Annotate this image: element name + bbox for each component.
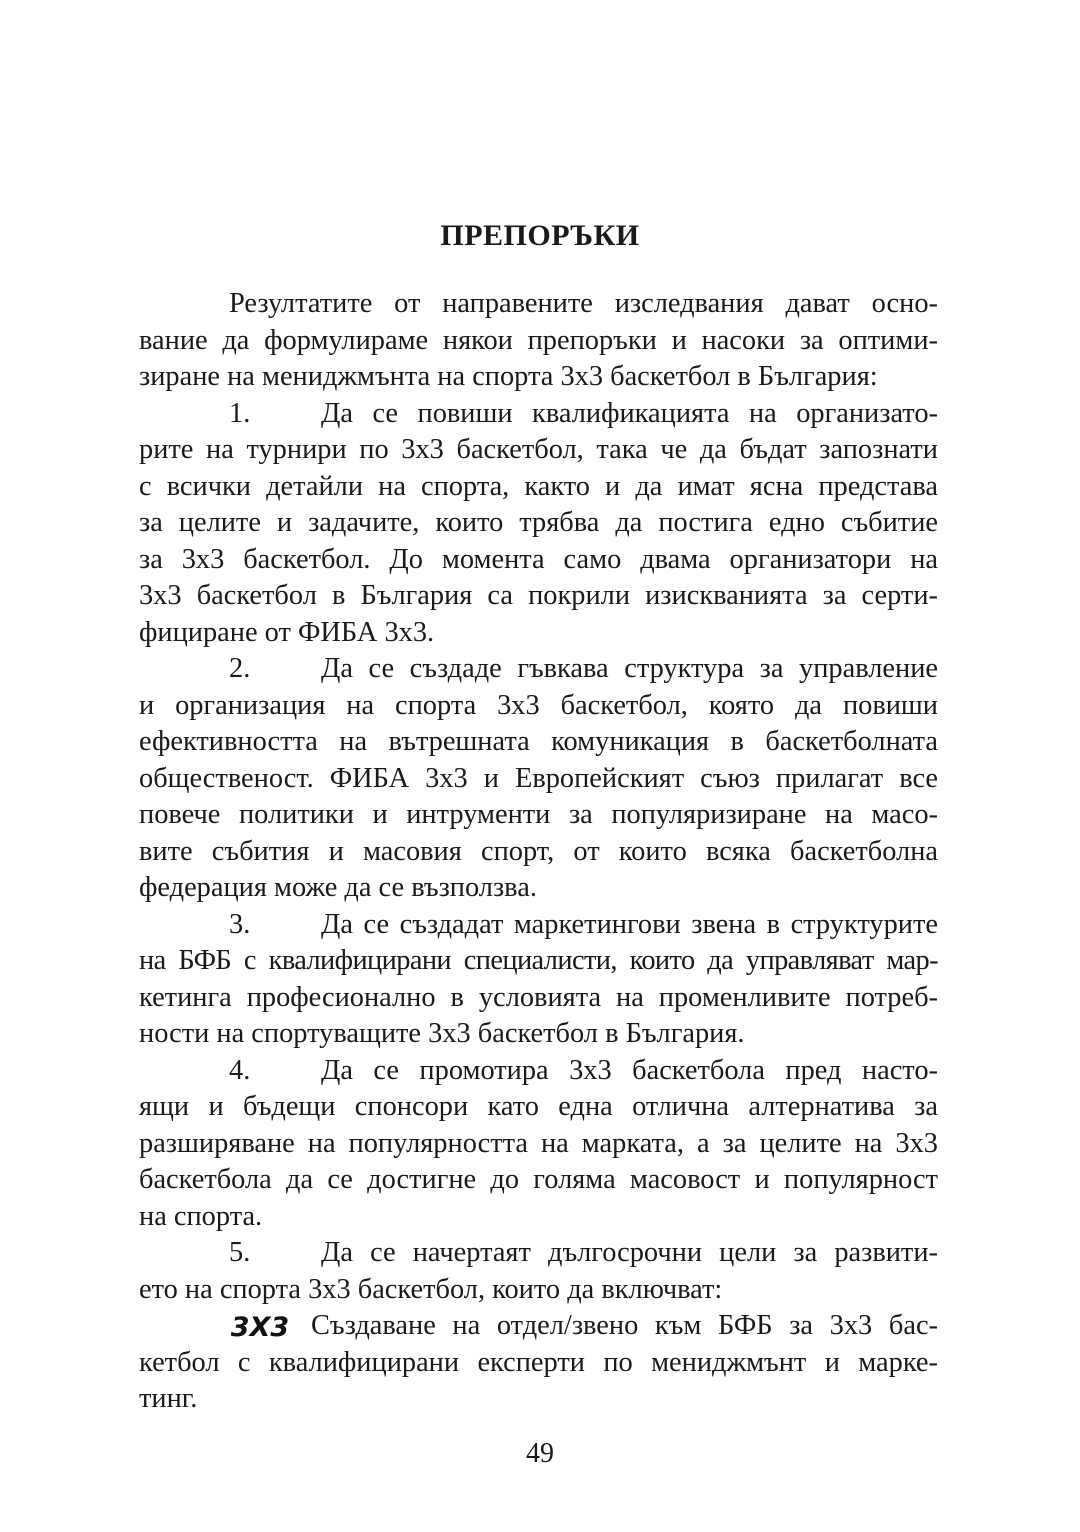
item-number: 4.: [229, 1054, 251, 1086]
bullet-line: тинг.: [139, 1383, 198, 1414]
list-item-5: [139, 1235, 938, 1272]
item-line: кетинга професионално в условията на променливите потреб-: [139, 981, 938, 1013]
list-item-3: [139, 907, 938, 944]
item-line: на БФБ с квалифицирани специалисти, които да управляват мар-: [139, 945, 938, 976]
item-number: 3.: [229, 908, 251, 940]
list-item-4: [139, 1053, 938, 1090]
item-text: Да се създадат маркетингови звена в структурите: [321, 908, 938, 940]
intro-line: Резултатите от направените изследвания дават осно-: [229, 288, 938, 319]
bullet-text: Създаване на отдел/звено към БФБ за 3х3 бас-: [311, 1310, 938, 1341]
item-line: фициране от ФИБА 3х3.: [139, 616, 435, 648]
item-text: Да се създаде гъвкава структура за управление: [321, 653, 938, 684]
logo-text: 3X3: [230, 1312, 290, 1341]
list-item-1: [139, 396, 938, 433]
document-body: [139, 286, 938, 1418]
item-line: за 3х3 баскетбол. До момента само двама организатори на: [139, 543, 938, 575]
list-item-2: [139, 651, 938, 688]
item-text: Да се начертаят дългосрочни цели за развити-: [321, 1237, 938, 1268]
item-line: общественост. ФИБА 3х3 и Европейският съюз прилагат все: [139, 762, 938, 794]
fiba-3x3-logo-icon: [229, 1312, 291, 1340]
item-line: на спорта.: [139, 1200, 263, 1232]
item-line: рите на турнири по 3х3 баскетбол, така че да бъдат запознати: [139, 434, 938, 465]
item-line: вите събития и масовия спорт, от които всяка баскетболна: [139, 835, 938, 867]
item-line: и организация на спорта 3х3 баскетбол, която да повиши: [139, 689, 938, 721]
intro-line: зиране на мениджмънта на спорта 3х3 баскетбол в България:: [139, 361, 878, 392]
item-line: ефективността на вътрешната комуникация в баскетболната: [139, 726, 938, 757]
item-text: Да се промотира 3х3 баскетбола пред насто-: [321, 1054, 938, 1086]
item-line: 3х3 баскетбол в България са покрили изискванията за серти-: [139, 580, 938, 611]
item-line: разширяване на популярността на марката, а за целите на 3х3: [139, 1127, 938, 1159]
item-number: 5.: [229, 1237, 251, 1268]
page-number: 49: [526, 1438, 554, 1469]
item-number: 2.: [229, 653, 251, 684]
bullet-line: кетбол с квалифицирани експерти по мениджмънт и марке-: [139, 1346, 938, 1378]
item-number: 1.: [229, 397, 251, 429]
item-line: ето на спорта 3х3 баскетбол, които да включват:: [139, 1273, 723, 1305]
item-line: повече политики и интрументи за популяризиране на масо-: [139, 799, 938, 830]
item-text: Да се повиши квалификацията на организато-: [321, 397, 938, 429]
page-title: ПРЕПОРЪКИ: [440, 219, 640, 252]
intro-line: вание да формулираме някои препоръки и насоки за оптими-: [139, 324, 938, 356]
item-line: баскетбола да се достигне до голяма масовост и популярност: [139, 1164, 938, 1195]
bullet-item: [139, 1308, 938, 1345]
item-line: ящи и бъдещи спонсори като една отлична алтернатива за: [139, 1091, 938, 1122]
item-line: за целите и задачите, които трябва да постига едно събитие: [139, 507, 938, 538]
item-line: с всички детайли на спорта, както и да имат ясна представа: [139, 470, 938, 502]
item-line: ности на спортуващите 3х3 баскетбол в България.: [139, 1018, 745, 1049]
item-line: федерация може да се възползва.: [139, 872, 537, 903]
